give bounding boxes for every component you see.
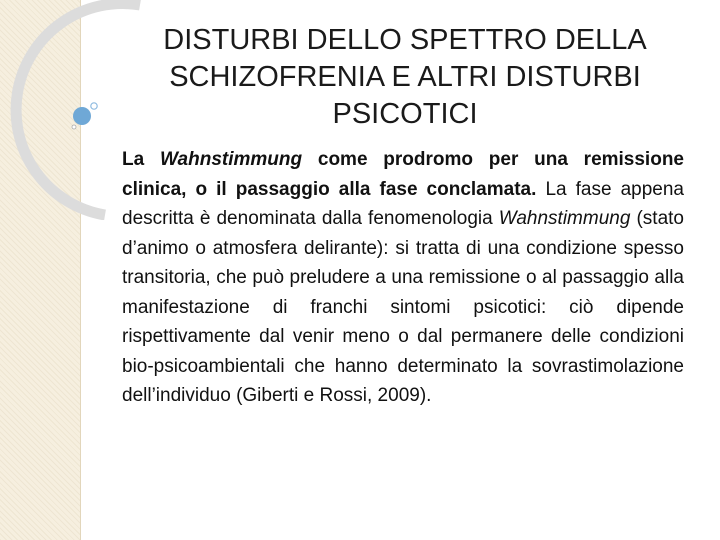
decorative-dot-tiny [72,125,76,129]
title-line: DISTURBI DELLO SPETTRO DELLA [163,24,647,56]
title-line: PSICOTICI [332,98,478,130]
body-paragraph [122,145,684,411]
body-text-2: (stato d’animo o atmosfera delirante): si tratta di una condizione spesso transitoria, che può preludere a una remissione o al passaggio alla manifestazione di franchi sintomi psicotici: ciò dipende rispettivamente dal venir meno o dal permanere delle condizioni bio-psicoambientali che hanno determinato la sovrastimolazione dell’individuo (Giberti e Rossi, 2009). [122,208,684,406]
body-term: Wahnstimmung [498,208,631,229]
lead-rest: come prodromo per una remissione clinica, o il passaggio alla fase conclamata. [122,149,684,200]
body-text-1: La fase appena descritta è denominata dalla fenomenologia [122,178,684,229]
title-line: SCHIZOFRENIA E ALTRI DISTURBI [169,61,641,93]
lead-term: Wahnstimmung [159,149,303,170]
decorative-dot-small [91,103,97,109]
lead-prefix: La [122,149,160,170]
slide-title [100,22,710,133]
decorative-dot-large [73,107,91,125]
